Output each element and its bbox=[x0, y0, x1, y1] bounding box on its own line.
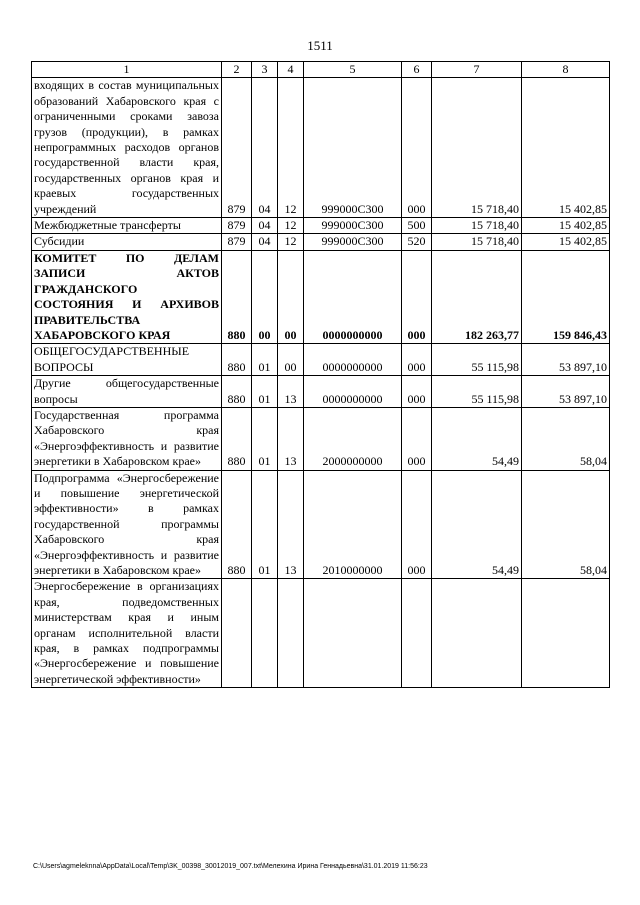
expense-type-code: 000 bbox=[402, 376, 432, 408]
section-code: 00 bbox=[252, 250, 278, 343]
column-header: 2 bbox=[222, 62, 252, 78]
admin-code: 880 bbox=[222, 407, 252, 470]
table-row bbox=[32, 78, 610, 218]
expense-type-code: 000 bbox=[402, 470, 432, 579]
target-article-code: 0000000000 bbox=[304, 250, 402, 343]
table-row bbox=[32, 579, 610, 688]
expense-type-code: 000 bbox=[402, 78, 432, 218]
row-name: Подпрограмма «Энергосбережение и повышение энергетической эффективности» в рамках государственной программы Хабаровского края «Энергоэффективность и развитие энергетики в Хабаровском крае» bbox=[32, 470, 222, 579]
amount-year-2: 53 897,10 bbox=[522, 344, 610, 376]
admin-code: 879 bbox=[222, 234, 252, 250]
section-code: 01 bbox=[252, 376, 278, 408]
amount-year-1: 54,49 bbox=[432, 407, 522, 470]
column-header: 3 bbox=[252, 62, 278, 78]
section-code: 04 bbox=[252, 78, 278, 218]
column-header: 8 bbox=[522, 62, 610, 78]
expense-type-code: 000 bbox=[402, 407, 432, 470]
row-name: Государственная программа Хабаровского края «Энергоэффективность и развитие энергетики в Хабаровском крае» bbox=[32, 407, 222, 470]
amount-year-1: 54,49 bbox=[432, 470, 522, 579]
subsection-code: 13 bbox=[278, 376, 304, 408]
target-article-code: 999000С300 bbox=[304, 78, 402, 218]
subsection-code bbox=[278, 579, 304, 688]
column-header: 1 bbox=[32, 62, 222, 78]
amount-year-1: 182 263,77 bbox=[432, 250, 522, 343]
admin-code: 880 bbox=[222, 470, 252, 579]
table-row bbox=[32, 407, 610, 470]
amount-year-2: 58,04 bbox=[522, 470, 610, 579]
expense-type-code: 520 bbox=[402, 234, 432, 250]
expense-type-code: 000 bbox=[402, 250, 432, 343]
table-row bbox=[32, 218, 610, 234]
admin-code: 879 bbox=[222, 218, 252, 234]
expense-type-code: 500 bbox=[402, 218, 432, 234]
row-name: Субсидии bbox=[32, 234, 222, 250]
subsection-code: 12 bbox=[278, 234, 304, 250]
admin-code: 880 bbox=[222, 376, 252, 408]
subsection-code: 00 bbox=[278, 344, 304, 376]
column-header: 6 bbox=[402, 62, 432, 78]
amount-year-2: 15 402,85 bbox=[522, 78, 610, 218]
page-number: 1511 bbox=[307, 38, 333, 53]
budget-table bbox=[31, 61, 610, 688]
section-code bbox=[252, 579, 278, 688]
amount-year-1: 15 718,40 bbox=[432, 218, 522, 234]
target-article-code bbox=[304, 579, 402, 688]
table-row bbox=[32, 470, 610, 579]
admin-code: 879 bbox=[222, 78, 252, 218]
section-code: 04 bbox=[252, 234, 278, 250]
admin-code: 880 bbox=[222, 250, 252, 343]
target-article-code: 999000С300 bbox=[304, 234, 402, 250]
subsection-code: 12 bbox=[278, 78, 304, 218]
row-name: КОМИТЕТ ПО ДЕЛАМ ЗАПИСИ АКТОВ ГРАЖДАНСКОГО СОСТОЯНИЯ И АРХИВОВ ПРАВИТЕЛЬСТВА ХАБАРОВСКОГО КРАЯ bbox=[32, 250, 222, 343]
column-header: 5 bbox=[304, 62, 402, 78]
amount-year-2 bbox=[522, 579, 610, 688]
subsection-code: 13 bbox=[278, 470, 304, 579]
row-name: Другие общегосударственные вопросы bbox=[32, 376, 222, 408]
amount-year-2: 15 402,85 bbox=[522, 218, 610, 234]
section-code: 01 bbox=[252, 407, 278, 470]
table-row bbox=[32, 234, 610, 250]
table-header-row bbox=[32, 62, 610, 78]
amount-year-1: 55 115,98 bbox=[432, 376, 522, 408]
document-footer-path: C:\Users\agmeleknna\AppData\Local\Temp\3K_00398_30012019_007.txt\Мелехина Ирина Геннадьевна\31.01.2019 11:56:23 bbox=[33, 863, 428, 870]
section-code: 04 bbox=[252, 218, 278, 234]
target-article-code: 999000С300 bbox=[304, 218, 402, 234]
row-name: Энергосбережение в организациях края, подведомственных министерствам края и иным органам исполнительной власти края, в рамках подпрограммы «Энергосбережение и повышение энергетической эффективности» bbox=[32, 579, 222, 688]
amount-year-2: 15 402,85 bbox=[522, 234, 610, 250]
expense-type-code bbox=[402, 579, 432, 688]
subsection-code: 00 bbox=[278, 250, 304, 343]
row-name: входящих в состав муниципальных образований Хабаровского края с ограниченными сроками завоза грузов (продукции), в рамках непрограммных расходов органов государственной власти края, государственных органов края и краевых государственных учреждений bbox=[32, 78, 222, 218]
target-article-code: 0000000000 bbox=[304, 344, 402, 376]
table-row bbox=[32, 376, 610, 408]
table-row bbox=[32, 250, 610, 343]
row-name: ОБЩЕГОСУДАРСТВЕННЫЕ ВОПРОСЫ bbox=[32, 344, 222, 376]
target-article-code: 0000000000 bbox=[304, 376, 402, 408]
target-article-code: 2000000000 bbox=[304, 407, 402, 470]
table-row bbox=[32, 344, 610, 376]
amount-year-2: 53 897,10 bbox=[522, 376, 610, 408]
section-code: 01 bbox=[252, 344, 278, 376]
section-code: 01 bbox=[252, 470, 278, 579]
subsection-code: 12 bbox=[278, 218, 304, 234]
amount-year-1: 15 718,40 bbox=[432, 234, 522, 250]
amount-year-1: 55 115,98 bbox=[432, 344, 522, 376]
expense-type-code: 000 bbox=[402, 344, 432, 376]
admin-code bbox=[222, 579, 252, 688]
column-header: 7 bbox=[432, 62, 522, 78]
amount-year-2: 159 846,43 bbox=[522, 250, 610, 343]
subsection-code: 13 bbox=[278, 407, 304, 470]
amount-year-1: 15 718,40 bbox=[432, 78, 522, 218]
amount-year-2: 58,04 bbox=[522, 407, 610, 470]
target-article-code: 2010000000 bbox=[304, 470, 402, 579]
column-header: 4 bbox=[278, 62, 304, 78]
admin-code: 880 bbox=[222, 344, 252, 376]
row-name: Межбюджетные трансферты bbox=[32, 218, 222, 234]
amount-year-1 bbox=[432, 579, 522, 688]
